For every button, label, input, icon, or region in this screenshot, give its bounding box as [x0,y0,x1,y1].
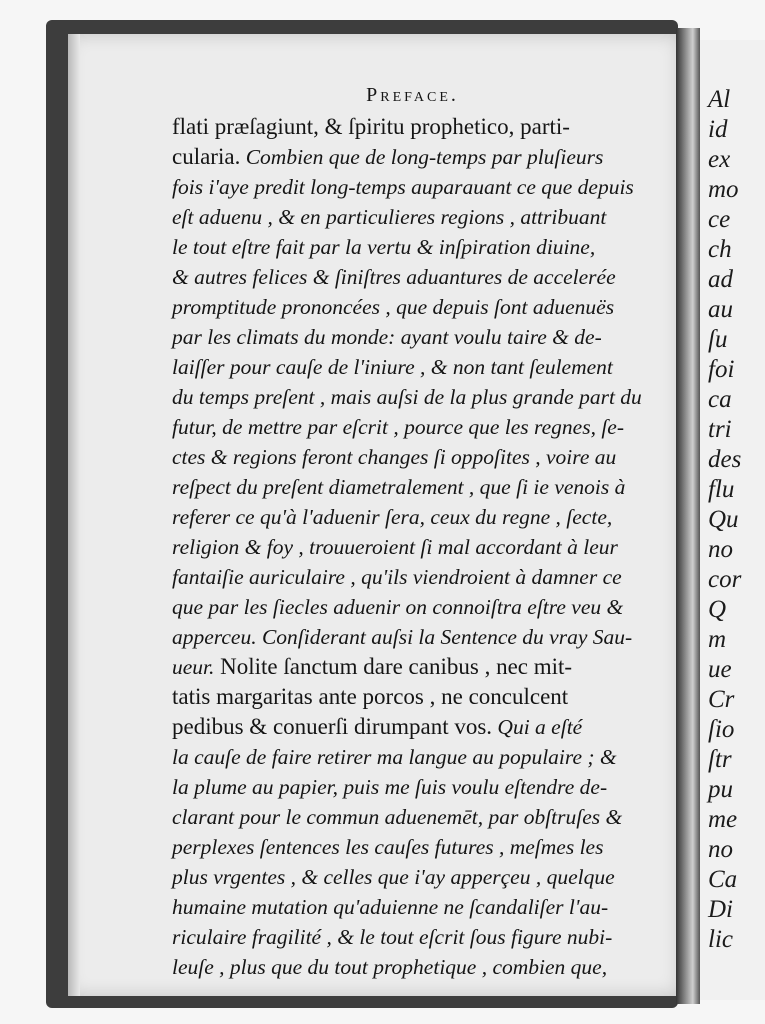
text-segment-italic: Qui a eſté [492,715,583,739]
text-line [172,712,582,742]
facing-page-fragment: des [708,446,742,473]
text-line: ctes & regions feront changes ſi oppoſites , voire au [172,445,617,469]
text-line: fois i'aye predit long-temps auparauant ce que depuis [172,175,634,199]
text-line: referer ce qu'à l'aduenir ſera, ceux du regne , ſecte, [172,505,613,529]
facing-page-fragment: ſio [708,716,735,743]
facing-page-fragment: ad [708,266,733,293]
text-line: fantaiſie auriculaire , qu'ils viendroient à damner ce [172,565,622,589]
text-line: apperceu. Conſiderant auſsi la Sentence du vray Sau- [172,625,633,649]
text-segment-roman: Nolite ſanctum dare canibus , nec mit- [214,654,573,679]
facing-page-fragment: Di [708,896,733,923]
text-line: que par les ſiecles aduenir on connoiſtra eſtre veu & [172,595,624,619]
facing-page-fragment: ch [708,236,732,263]
facing-page-fragment: no [708,536,733,563]
facing-page-fragment: id [708,116,728,143]
facing-page-fragment: cor [708,566,742,593]
facing-page-fragment: Ca [708,866,738,893]
text-segment-roman: pedibus & conuerſi dirumpant vos. [172,714,493,739]
text-line: religion & foy , trouueroient ſi mal accordant à leur [172,535,618,559]
facing-page-fragment: m [708,626,727,653]
text-segment-roman: cularia. [172,144,241,169]
facing-page-fragment: flu [708,476,735,503]
facing-page-fragment: ex [708,146,731,173]
text-segment-italic: Combien que de long-temps par pluſieurs [240,145,604,169]
text-line: du temps preſent , mais auſsi de la plus grande part du [172,385,642,409]
text-line: humaine mutation qu'aduienne ne ſcandaliſer l'au- [172,895,609,919]
text-line: & autres felices & ſiniſtres aduantures de accelerée [172,265,616,289]
running-header: Preface. [366,84,459,106]
text-line: la plume au papier, puis me ſuis voulu eſtendre de- [172,775,608,799]
facing-page-fragment: Al [708,86,731,113]
facing-page-fragment: mo [708,176,739,203]
text-line: tatis margaritas ante porcos , ne conculcent [172,684,569,709]
text-line: laiſſer pour cauſe de l'iniure , & non tant ſeulement [172,355,613,379]
text-line: perplexes ſentences les cauſes futures , meſmes les [172,835,604,859]
text-line: la cauſe de faire retirer ma langue au populaire ; & [172,745,617,769]
text-line: eſt aduenu , & en particulieres regions , attribuant [172,205,607,229]
text-line: flati præſagiunt, & ſpiritu prophetico, parti- [172,114,570,139]
text-line: reſpect du preſent diametralement , que ſi ie venois à [172,475,626,499]
text-line [172,142,603,172]
text-line: clarant pour le commun aduenemēt, par obſtruſes & [172,805,623,829]
facing-page-fragment: Cr [708,686,735,713]
facing-page-fragment: no [708,836,733,863]
text-line: leuſe , plus que du tout prophetique , combien que, [172,955,608,979]
facing-page [700,40,765,1000]
facing-page-fragment: Q [708,596,727,623]
text-line: riculaire fragilité , & le tout eſcrit ſous figure nubi- [172,925,613,949]
facing-page-fragment: lic [708,926,733,953]
facing-page-fragment: ſu [708,326,728,353]
facing-page-fragment: ce [708,206,731,233]
text-line [172,652,572,682]
text-line: promptitude prononcées , que depuis ſont aduenuës [172,295,615,319]
facing-page-fragment: ue [708,656,732,683]
facing-page-fragment: Qu [708,506,739,533]
text-line: plus vrgentes , & celles que i'ay apperçeu , quelque [172,865,615,889]
text-line: futur, de mettre par eſcrit , pource que les regnes, ſe- [172,415,624,439]
facing-page-fragment: foi [708,356,735,383]
text-line: par les climats du monde: ayant voulu taire & de- [172,325,602,349]
book-gutter [676,28,700,1004]
facing-page-fragment: ſtr [708,746,732,773]
facing-page-fragment: tri [708,416,732,443]
facing-page-fragment: me [708,806,738,833]
text-segment-italic: ueur. [172,655,215,679]
facing-page-fragment: pu [708,776,733,803]
facing-page-fragment: ca [708,386,732,413]
text-line: le tout eſtre fait par la vertu & inſpiration diuine, [172,235,596,259]
facing-page-fragment: au [708,296,733,323]
page-edge-shadow [68,34,80,996]
